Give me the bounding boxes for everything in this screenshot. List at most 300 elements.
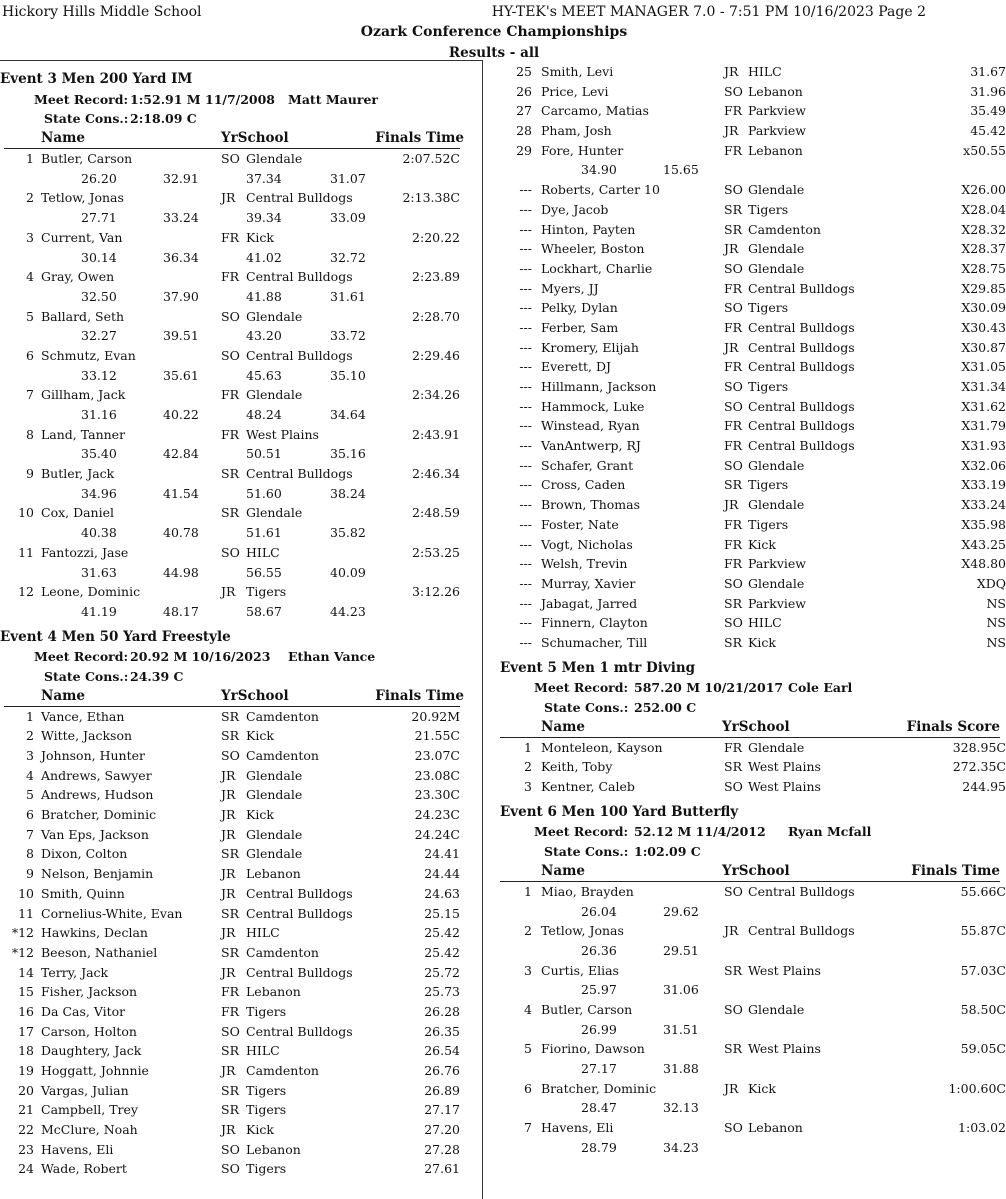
- result-place: ---: [519, 398, 532, 414]
- state-cons: [0, 667, 482, 687]
- result-time: 24.63: [424, 885, 460, 901]
- result-school: Glendale: [748, 739, 805, 755]
- split-time: 38.24: [330, 485, 366, 501]
- result-name: Beeson, Nathaniel: [41, 944, 158, 960]
- result-time: X28.37: [961, 241, 1006, 257]
- result-name: Bratcher, Dominic: [541, 1080, 657, 1096]
- result-row: [500, 200, 1006, 220]
- result-year: JR: [221, 584, 236, 600]
- result-row: [0, 543, 482, 563]
- result-school: Central Bulldogs: [748, 339, 855, 355]
- result-time: 45.42: [970, 123, 1006, 139]
- result-row: [0, 766, 482, 786]
- result-year: SO: [724, 615, 743, 631]
- result-year: SO: [724, 260, 743, 276]
- result-place: 8: [26, 426, 34, 442]
- result-school: Central Bulldogs: [748, 418, 855, 434]
- result-name: Miao, Brayden: [541, 883, 634, 899]
- result-time: 2:28.70: [412, 308, 460, 324]
- result-name: Hawkins, Declan: [41, 925, 148, 941]
- results-subtitle: Results - all: [448, 45, 540, 61]
- result-year: FR: [724, 418, 743, 434]
- col-header-name: Name: [41, 687, 85, 704]
- result-row: [500, 554, 1006, 574]
- split-time: 35.82: [330, 525, 366, 541]
- result-year: SR: [724, 634, 742, 650]
- split-time: 40.22: [163, 407, 199, 422]
- result-time: 2:23.89: [412, 269, 460, 285]
- state-cons-label: State Cons.:: [44, 111, 129, 127]
- result-time: 31.96: [970, 83, 1006, 99]
- split-time: 43.20: [246, 328, 282, 344]
- result-row: [500, 397, 1006, 417]
- result-place: ---: [519, 516, 532, 532]
- result-year: SO: [221, 308, 240, 324]
- result-row: [500, 961, 1006, 981]
- result-year: FR: [221, 1003, 240, 1019]
- result-school: Parkview: [748, 103, 807, 119]
- result-row: [500, 613, 1006, 633]
- meet-record: [0, 90, 482, 110]
- result-time: 2:13.38C: [402, 190, 460, 206]
- split-time: 28.47: [581, 1100, 617, 1116]
- result-row: [500, 121, 1006, 141]
- result-name: Wheeler, Boston: [541, 241, 645, 257]
- result-place: 1: [26, 708, 34, 724]
- split-time: 32.27: [81, 328, 117, 344]
- result-time: 31.67: [970, 64, 1006, 79]
- result-name: Keith, Toby: [541, 759, 613, 775]
- result-time: NS: [986, 615, 1006, 631]
- result-place: ---: [519, 418, 532, 434]
- split-time: 31.16: [81, 407, 117, 422]
- result-place: 2: [524, 759, 532, 775]
- result-year: JR: [221, 807, 236, 823]
- result-row: [500, 738, 1006, 758]
- result-year: SO: [221, 1141, 240, 1157]
- result-row: [500, 574, 1006, 594]
- meet-record-holder: Matt Maurer: [288, 91, 378, 107]
- split-time: 31.51: [663, 1021, 699, 1037]
- state-cons-label: State Cons.:: [544, 700, 629, 715]
- result-row: [0, 707, 482, 727]
- result-name: Nelson, Benjamin: [41, 866, 154, 882]
- result-school: Parkview: [748, 123, 807, 139]
- result-row: [500, 757, 1006, 777]
- result-year: SR: [221, 708, 239, 724]
- result-time: 24.23C: [414, 807, 460, 823]
- result-name: Vargas, Julian: [41, 1082, 129, 1098]
- state-cons-value: 252.00 C: [634, 700, 697, 715]
- column-divider: [482, 60, 483, 1199]
- result-place: ---: [519, 438, 532, 454]
- meet-record-value: 1:52.91 M 11/7/2008: [130, 91, 276, 107]
- result-name: Wade, Robert: [41, 1161, 127, 1177]
- result-school: Central Bulldogs: [748, 359, 855, 375]
- page-header: [0, 0, 1000, 60]
- result-school: West Plains: [748, 779, 821, 795]
- result-year: SR: [221, 905, 239, 921]
- split-time: 32.91: [163, 170, 199, 186]
- result-name: Pelky, Dylan: [541, 300, 618, 316]
- result-place: 3: [26, 229, 34, 245]
- result-name: Kentner, Caleb: [541, 779, 635, 795]
- col-header-name: Name: [541, 718, 585, 735]
- result-name: Gillham, Jack: [41, 387, 126, 403]
- result-name: Butler, Carson: [41, 151, 133, 167]
- split-time: 51.60: [246, 485, 282, 501]
- result-school: Central Bulldogs: [246, 1023, 353, 1039]
- result-school: Central Bulldogs: [246, 905, 353, 921]
- split-time: 41.88: [246, 288, 282, 304]
- result-place: ---: [519, 379, 532, 394]
- result-school: Central Bulldogs: [748, 319, 855, 335]
- split-time: 48.24: [246, 407, 282, 422]
- result-name: Current, Van: [41, 229, 123, 245]
- result-name: Cornelius-White, Evan: [41, 905, 183, 921]
- result-place: ---: [519, 556, 532, 572]
- result-year: FR: [221, 387, 240, 403]
- result-row: [0, 267, 482, 287]
- result-year: JR: [221, 826, 236, 842]
- result-place: ---: [519, 595, 532, 611]
- result-school: Central Bulldogs: [748, 438, 855, 454]
- split-time: 26.36: [581, 942, 617, 958]
- result-row: [500, 141, 1006, 161]
- result-row: [0, 188, 482, 208]
- result-time: X30.43: [961, 319, 1006, 335]
- result-year: SO: [221, 1023, 240, 1039]
- meet-record: [500, 678, 980, 698]
- result-time: 25.42: [424, 925, 460, 941]
- result-time: X28.75: [961, 260, 1006, 276]
- result-name: Everett, DJ: [541, 359, 611, 375]
- col-header-yrschool: YrSchool: [221, 687, 289, 704]
- split-row: [500, 1059, 980, 1079]
- result-name: Jabagat, Jarred: [541, 595, 638, 611]
- result-row: [500, 180, 1006, 200]
- result-name: Daughtery, Jack: [41, 1043, 142, 1059]
- result-year: SO: [724, 1001, 743, 1017]
- split-time: 37.90: [163, 288, 199, 304]
- result-place: 6: [26, 347, 34, 363]
- software-info: HY-TEK's MEET MANAGER 7.0 - 7:51 PM 10/16/2023 Page 2: [491, 4, 926, 20]
- result-name: Leone, Dominic: [41, 584, 141, 600]
- result-time: 27.17: [424, 1102, 460, 1118]
- result-place: 5: [26, 787, 34, 803]
- result-row: [500, 416, 1006, 436]
- result-school: Tigers: [246, 1102, 287, 1118]
- result-place: ---: [519, 221, 532, 237]
- result-time: 35.49: [970, 103, 1006, 119]
- result-time: 24.44: [424, 866, 460, 882]
- result-time: 1:03.02: [958, 1120, 1006, 1136]
- result-name: Lockhart, Charlie: [541, 260, 653, 276]
- split-time: 44.23: [330, 603, 366, 619]
- result-name: Tetlow, Jonas: [41, 190, 124, 206]
- result-row: [0, 904, 482, 924]
- event-title: [0, 70, 482, 90]
- result-row: [0, 982, 482, 1002]
- split-row: [0, 287, 482, 307]
- result-year: FR: [724, 739, 743, 755]
- split-row: [0, 366, 482, 386]
- result-school: Kick: [748, 1080, 776, 1096]
- result-year: SR: [724, 201, 742, 217]
- result-school: Glendale: [748, 182, 805, 198]
- event-title-text: Event 5 Men 1 mtr Diving: [500, 659, 696, 676]
- result-time: X29.85: [961, 280, 1006, 296]
- result-school: West Plains: [246, 426, 319, 442]
- result-row: [500, 318, 1006, 338]
- result-year: JR: [724, 64, 739, 79]
- result-name: Kromery, Elijah: [541, 339, 639, 355]
- result-place: 1: [26, 151, 34, 167]
- split-row: [500, 1138, 980, 1158]
- result-year: SR: [724, 477, 742, 493]
- result-year: SO: [221, 1161, 240, 1177]
- result-school: HILC: [246, 544, 280, 560]
- split-row: [500, 902, 980, 922]
- result-time: X31.93: [961, 438, 1006, 454]
- result-row: [500, 921, 1006, 941]
- event-title: [0, 628, 482, 648]
- result-time: X33.19: [961, 477, 1006, 493]
- result-name: Havens, Eli: [41, 1141, 114, 1157]
- result-name: Hillmann, Jackson: [541, 379, 657, 394]
- result-year: FR: [724, 103, 743, 119]
- col-header-name: Name: [41, 130, 85, 147]
- result-name: Schumacher, Till: [541, 634, 648, 650]
- result-time: 1:00.60C: [948, 1080, 1006, 1096]
- split-time: 31.63: [81, 564, 117, 580]
- result-year: SR: [724, 1041, 742, 1057]
- result-school: Lebanon: [748, 142, 803, 158]
- result-name: Hoggatt, Johnnie: [41, 1063, 149, 1078]
- result-place: 28: [516, 123, 532, 139]
- result-school: Central Bulldogs: [246, 885, 353, 901]
- result-row: [500, 594, 1006, 614]
- split-time: 39.34: [246, 210, 282, 226]
- split-time: 31.07: [330, 170, 366, 186]
- column-header: [500, 718, 1000, 738]
- result-time: 272.35C: [952, 759, 1006, 775]
- result-place: 17: [18, 1023, 34, 1039]
- result-row: [0, 1140, 482, 1160]
- split-time: 31.61: [330, 288, 366, 304]
- result-time: 2:46.34: [412, 466, 460, 482]
- result-name: Fiorino, Dawson: [541, 1041, 645, 1057]
- result-school: Glendale: [748, 575, 805, 591]
- split-row: [0, 602, 482, 622]
- split-time: 26.20: [81, 170, 117, 186]
- split-time: 40.38: [81, 525, 117, 541]
- result-row: [500, 475, 1006, 495]
- split-row: [500, 160, 980, 180]
- result-year: SR: [724, 595, 742, 611]
- result-place: 5: [524, 1041, 532, 1057]
- split-row: [0, 248, 482, 268]
- result-place: ---: [519, 201, 532, 217]
- result-year: SO: [724, 575, 743, 591]
- result-row: [500, 279, 1006, 299]
- result-time: 27.28: [424, 1141, 460, 1157]
- result-time: 25.42: [424, 944, 460, 960]
- result-place: 22: [18, 1122, 34, 1138]
- result-place: 3: [26, 748, 34, 763]
- state-cons: [0, 109, 482, 129]
- result-name: Terry, Jack: [41, 964, 109, 980]
- result-year: JR: [724, 339, 739, 355]
- result-school: Glendale: [246, 387, 303, 403]
- meet-record: [500, 822, 980, 842]
- result-time: 21.55C: [414, 728, 460, 744]
- result-time: 26.89: [424, 1082, 460, 1098]
- result-year: SO: [724, 182, 743, 198]
- result-name: Vogt, Nicholas: [541, 536, 633, 552]
- meet-record-label: Meet Record:: [534, 824, 629, 840]
- result-school: Central Bulldogs: [748, 883, 855, 899]
- split-time: 33.12: [81, 367, 117, 383]
- result-name: Andrews, Hudson: [41, 787, 154, 803]
- split-time: 51.61: [246, 525, 282, 541]
- result-name: Bratcher, Dominic: [41, 807, 157, 823]
- result-school: Tigers: [246, 1082, 287, 1098]
- result-time: 25.72: [424, 964, 460, 980]
- result-row: [0, 1081, 482, 1101]
- result-place: ---: [519, 182, 532, 198]
- result-year: SR: [221, 944, 239, 960]
- result-year: FR: [724, 142, 743, 158]
- result-time: 27.20: [424, 1122, 460, 1138]
- split-row: [0, 563, 482, 583]
- result-year: SO: [724, 83, 743, 99]
- result-school: Tigers: [748, 300, 789, 316]
- split-time: 29.62: [663, 903, 699, 919]
- split-time: 32.50: [81, 288, 117, 304]
- result-row: [0, 1100, 482, 1120]
- column-header: [4, 687, 464, 707]
- result-row: [500, 298, 1006, 318]
- result-time: 23.07C: [414, 748, 460, 763]
- result-name: Campbell, Trey: [41, 1102, 138, 1118]
- result-row: [500, 882, 1006, 902]
- split-row: [0, 326, 482, 346]
- result-time: X43.25: [961, 536, 1006, 552]
- result-place: ---: [519, 457, 532, 473]
- split-time: 40.09: [330, 564, 366, 580]
- result-place: 12: [18, 584, 34, 600]
- result-name: Myers, JJ: [541, 280, 599, 296]
- result-name: Smith, Quinn: [41, 885, 125, 901]
- result-school: HILC: [748, 64, 782, 79]
- result-place: 7: [26, 387, 34, 403]
- result-year: SR: [221, 728, 239, 744]
- split-time: 34.23: [663, 1139, 699, 1155]
- split-time: 31.06: [663, 982, 699, 998]
- result-time: 57.03C: [960, 962, 1006, 978]
- result-school: HILC: [246, 1043, 280, 1059]
- result-place: 8: [26, 846, 34, 862]
- result-place: 9: [26, 466, 34, 482]
- split-time: 56.55: [246, 564, 282, 580]
- result-row: [0, 884, 482, 904]
- result-time: 55.66C: [960, 883, 1006, 899]
- result-time: X31.79: [961, 418, 1006, 434]
- meet-record-value: 587.20 M 10/21/2017: [634, 680, 784, 696]
- result-place: ---: [519, 497, 532, 513]
- split-time: 28.79: [581, 1139, 617, 1155]
- result-school: Tigers: [246, 1161, 287, 1177]
- result-row: [0, 464, 482, 484]
- col-header-name: Name: [541, 862, 585, 879]
- result-school: Kick: [246, 229, 274, 245]
- result-school: HILC: [748, 615, 782, 631]
- result-time: X31.34: [961, 379, 1006, 394]
- result-school: Glendale: [246, 826, 303, 842]
- result-year: JR: [724, 923, 739, 939]
- split-row: [0, 208, 482, 228]
- result-place: 25: [516, 64, 532, 79]
- result-year: JR: [221, 866, 236, 882]
- result-name: Ballard, Seth: [41, 308, 125, 324]
- result-school: Glendale: [246, 846, 303, 862]
- result-year: FR: [724, 359, 743, 375]
- result-name: Curtis, Elias: [541, 962, 619, 978]
- result-name: Cross, Caden: [541, 477, 626, 493]
- result-time: 55.87C: [960, 923, 1006, 939]
- result-row: [500, 338, 1006, 358]
- result-time: X31.05: [961, 359, 1006, 375]
- result-row: [0, 844, 482, 864]
- result-time: 2:53.25: [412, 544, 460, 560]
- result-place: 1: [524, 739, 532, 755]
- split-time: 41.02: [246, 249, 282, 265]
- result-place: ---: [519, 359, 532, 375]
- result-time: X32.06: [961, 457, 1006, 473]
- school-name: Hickory Hills Middle School: [2, 4, 202, 20]
- result-row: [0, 943, 482, 963]
- result-row: [500, 259, 1006, 279]
- result-name: Schafer, Grant: [541, 457, 634, 473]
- result-time: 25.73: [424, 984, 460, 1000]
- result-time: X31.62: [961, 398, 1006, 414]
- split-time: 34.64: [330, 407, 366, 422]
- result-year: JR: [221, 787, 236, 803]
- result-school: Parkview: [748, 556, 807, 572]
- result-place: ---: [519, 260, 532, 276]
- column-header: [4, 129, 464, 149]
- result-name: Carson, Holton: [41, 1023, 137, 1039]
- result-row: [0, 864, 482, 884]
- split-time: 58.67: [246, 603, 282, 619]
- split-time: 15.65: [663, 162, 699, 178]
- result-school: Kick: [748, 536, 776, 552]
- state-cons-value: 2:18.09 C: [130, 111, 197, 127]
- spacer: [0, 60, 482, 70]
- result-year: FR: [724, 536, 743, 552]
- split-time: 41.54: [163, 485, 199, 501]
- event-title: [500, 659, 980, 679]
- result-row: [0, 746, 482, 766]
- result-row: [500, 495, 1006, 515]
- result-school: Lebanon: [246, 866, 301, 882]
- split-time: 48.17: [163, 603, 199, 619]
- state-cons: [500, 842, 980, 862]
- result-time: 26.54: [424, 1043, 460, 1059]
- result-time: 24.41: [424, 846, 460, 862]
- result-name: Smith, Levi: [541, 64, 614, 79]
